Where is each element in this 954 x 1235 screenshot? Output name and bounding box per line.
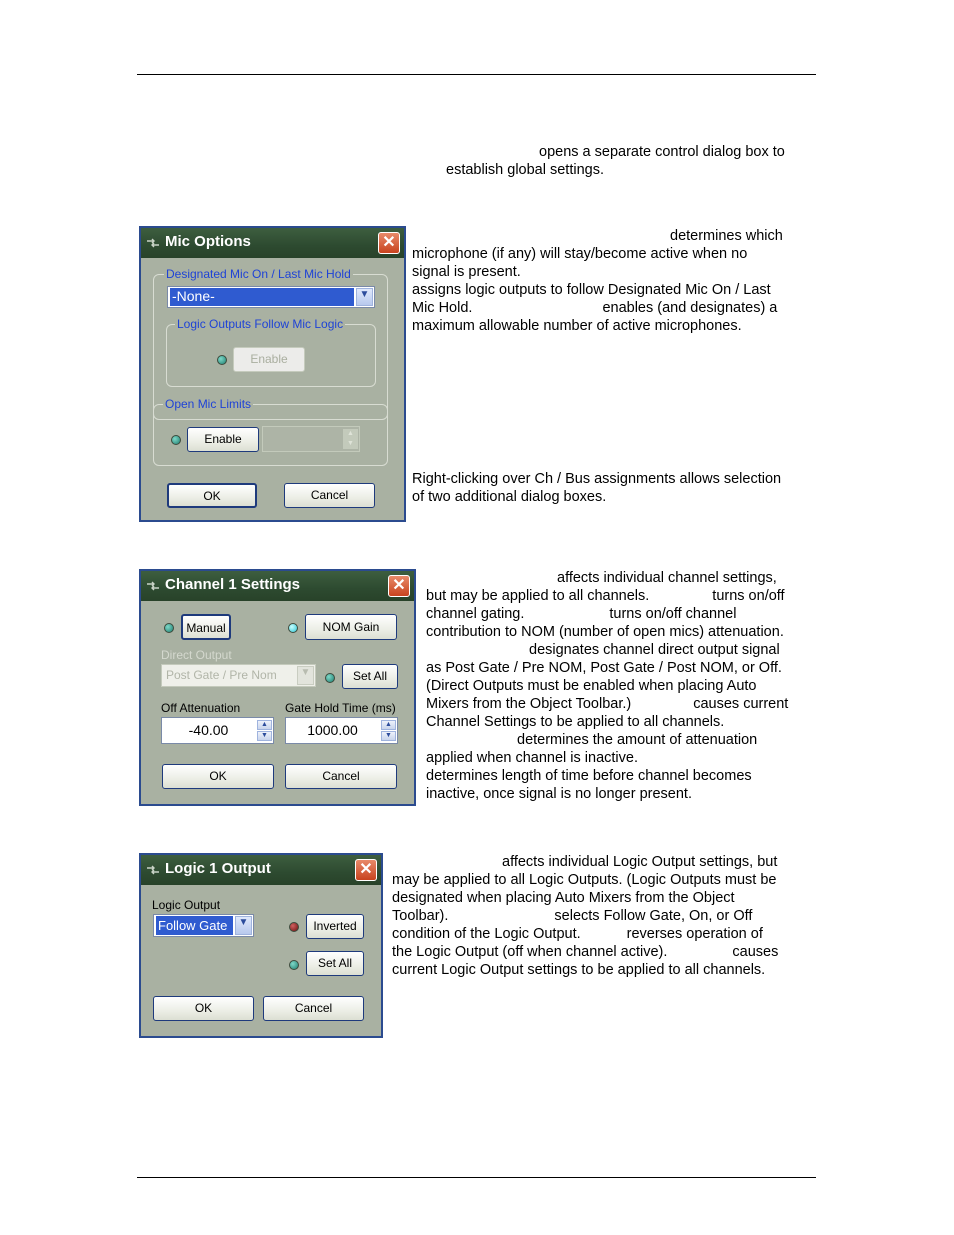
designated-mic-select[interactable]	[167, 286, 375, 308]
stepper-down-icon[interactable]: ▼	[381, 731, 396, 741]
stepper-up-icon[interactable]: ▲	[257, 720, 272, 730]
text-part: selects Follow Gate, On, or Off	[554, 908, 753, 924]
intro-line: opens a separate control dialog box to	[539, 144, 785, 160]
inverted-led-icon	[289, 922, 299, 932]
chevron-down-icon[interactable]: ▼	[235, 916, 252, 935]
text-line: signal is present.	[412, 264, 521, 280]
ok-button[interactable]: OK	[167, 483, 257, 508]
text-part: condition of the Logic Output.	[392, 926, 581, 942]
intro-paragraph	[446, 143, 816, 179]
off-attenuation-label: Off Attenuation	[161, 701, 241, 715]
text-part: Mic Hold.	[412, 300, 473, 316]
header-rule	[137, 74, 816, 75]
stepper-up-icon[interactable]: ▲	[343, 429, 358, 439]
dialog-title: Mic Options	[165, 233, 251, 250]
text-part: enables (and designates) a	[602, 300, 778, 316]
text-line: of two additional dialog boxes.	[412, 489, 607, 505]
window-move-icon	[146, 581, 160, 591]
text-line	[426, 605, 816, 623]
text-line	[412, 299, 812, 317]
cancel-button[interactable]: Cancel	[284, 483, 375, 508]
title-bar[interactable]	[141, 228, 404, 258]
text-line: microphone (if any) will stay/become active when no	[412, 246, 748, 262]
direct-output-value: Post Gate / Pre Nom	[166, 668, 277, 682]
set-all-led-icon	[289, 960, 299, 970]
chevron-down-icon[interactable]: ▼	[356, 288, 373, 306]
text-part: reverses operation of	[626, 926, 763, 942]
designated-mic-value: -None-	[170, 288, 354, 306]
text-line	[392, 925, 812, 943]
text-part: but may be applied to all channels.	[426, 588, 650, 604]
title-bar[interactable]	[141, 855, 381, 885]
logic-output-description	[392, 853, 812, 979]
dialog-title: Logic 1 Output	[165, 860, 271, 877]
text-part: turns on/off channel	[609, 606, 737, 622]
text-line: current Logic Output settings to be applied to all channels.	[392, 962, 766, 978]
direct-output-label: Direct Output	[161, 648, 232, 662]
gate-hold-time-value: 1000.00	[307, 722, 358, 738]
set-all-led-icon	[325, 673, 335, 683]
logic-output-label: Logic Output	[152, 898, 221, 912]
open-mic-group-label: Open Mic Limits	[165, 397, 252, 411]
text-line: Right-clicking over Ch / Bus assignments allows selection	[412, 471, 782, 487]
text-line: determines length of time before channel becomes	[426, 768, 752, 784]
direct-output-select[interactable]	[161, 664, 316, 687]
cancel-button[interactable]: Cancel	[285, 764, 397, 789]
manual-led-icon	[164, 623, 174, 633]
channel-settings-dialog	[139, 569, 416, 806]
text-line: (Direct Outputs must be enabled when placing Auto	[426, 678, 757, 694]
open-mic-enable-button[interactable]: Enable	[187, 427, 259, 452]
nom-gain-button[interactable]: NOM Gain	[305, 614, 397, 640]
set-all-button[interactable]: Set All	[306, 951, 364, 976]
text-line: applied when channel is inactive.	[426, 750, 638, 766]
window-move-icon	[146, 238, 160, 248]
text-line: affects individual Logic Output settings, but	[502, 854, 778, 870]
text-line: maximum allowable number of active microphones.	[412, 318, 742, 334]
dialog-body	[141, 601, 414, 804]
text-line	[392, 907, 812, 925]
designated-mic-group-label: Designated Mic On / Last Mic Hold	[166, 267, 351, 281]
text-line: affects individual channel settings,	[557, 570, 777, 586]
text-line	[392, 943, 812, 961]
channel-settings-description	[426, 569, 816, 803]
gate-hold-time-stepper[interactable]	[285, 717, 398, 744]
inverted-button[interactable]: Inverted	[306, 914, 364, 939]
mic-options-dialog	[139, 226, 406, 522]
nom-gain-led-icon	[288, 623, 298, 633]
text-line: may be applied to all Logic Outputs. (Logic Outputs must be	[392, 872, 777, 888]
text-part: causes	[732, 944, 779, 960]
text-line: determines the amount of attenuation	[517, 732, 758, 748]
text-part: causes current	[693, 696, 789, 712]
text-line: assigns logic outputs to follow Designated Mic On / Last	[412, 282, 771, 298]
stepper-down-icon[interactable]: ▼	[257, 731, 272, 741]
logic-follow-group-label: Logic Outputs Follow Mic Logic	[177, 317, 344, 331]
set-all-button[interactable]: Set All	[342, 664, 398, 689]
dialog-body	[141, 258, 404, 520]
chevron-down-icon[interactable]: ▼	[297, 666, 314, 685]
close-icon[interactable]: ✕	[378, 232, 400, 254]
close-icon[interactable]: ✕	[355, 859, 377, 881]
stepper-up-icon[interactable]: ▲	[381, 720, 396, 730]
text-line: contribution to NOM (number of open mics) attenuation.	[426, 624, 784, 640]
text-part: Mixers from the Object Toolbar.)	[426, 696, 632, 712]
text-line: as Post Gate / Pre NOM, Post Gate / Post NOM, or Off.	[426, 660, 782, 676]
text-line	[426, 587, 816, 605]
text-line	[426, 695, 816, 713]
logic-follow-led-icon	[217, 355, 227, 365]
window-move-icon	[146, 865, 160, 875]
text-line: designated when placing Auto Mixers from the Object	[392, 890, 735, 906]
dialog-body	[141, 885, 381, 1036]
text-part: Toolbar).	[392, 908, 449, 924]
logic-output-select[interactable]	[153, 914, 254, 937]
ok-button[interactable]: OK	[153, 996, 254, 1021]
intro-line: establish global settings.	[446, 162, 604, 178]
text-line: determines which	[670, 228, 783, 244]
stepper-down-icon[interactable]: ▼	[343, 439, 358, 449]
mic-options-description	[412, 227, 812, 335]
title-bar[interactable]	[141, 571, 414, 601]
footer-rule	[137, 1177, 816, 1178]
gate-hold-time-label: Gate Hold Time (ms)	[285, 701, 396, 715]
manual-button[interactable]: Manual	[181, 614, 231, 640]
text-line: designates channel direct output signal	[529, 642, 780, 658]
text-part: the Logic Output (off when channel active).	[392, 944, 668, 960]
open-mic-led-icon	[171, 435, 181, 445]
logic-follow-enable-button[interactable]: Enable	[233, 347, 305, 372]
right-click-note	[412, 470, 812, 506]
text-line: inactive, once signal is no longer present.	[426, 786, 692, 802]
close-icon[interactable]: ✕	[388, 575, 410, 597]
open-mic-limit-stepper[interactable]	[262, 426, 360, 452]
off-attenuation-value: -40.00	[188, 722, 229, 738]
off-attenuation-stepper[interactable]	[161, 717, 274, 744]
text-part: channel gating.	[426, 606, 525, 622]
cancel-button[interactable]: Cancel	[263, 996, 364, 1021]
text-part: turns on/off	[712, 588, 785, 604]
ok-button[interactable]: OK	[162, 764, 274, 789]
logic-output-dialog	[139, 853, 383, 1038]
logic-output-value: Follow Gate	[156, 916, 233, 935]
dialog-title: Channel 1 Settings	[165, 576, 301, 593]
text-line: Channel Settings to be applied to all channels.	[426, 714, 725, 730]
